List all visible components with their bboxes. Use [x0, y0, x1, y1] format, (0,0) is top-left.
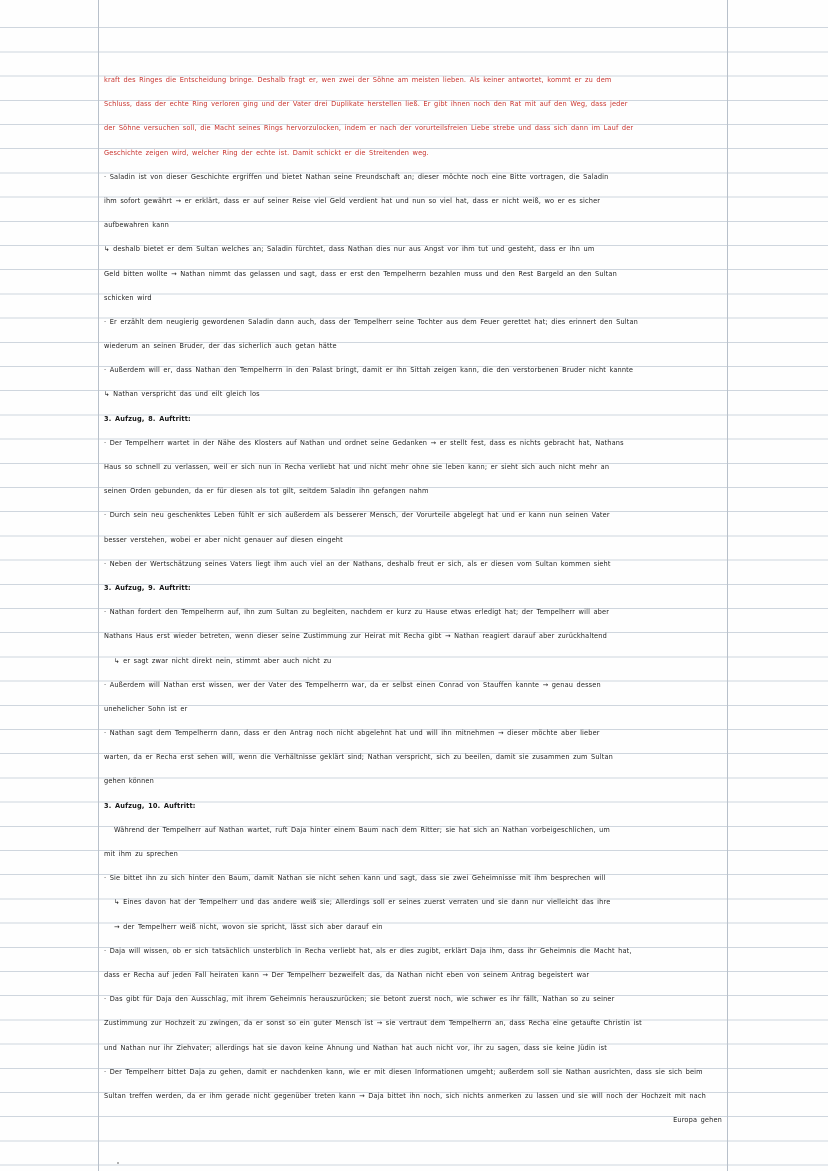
note-line: Europa gehen: [673, 1116, 722, 1125]
section-heading: 3. Aufzug, 8. Auftritt:: [104, 414, 191, 423]
note-line: · Sie bittet ihn zu sich hinter den Baum, damit Nathan sie nicht sehen kann und sagt, dass sie zwei Geheimnisse mit ihm besprechen will: [104, 874, 606, 883]
section-heading: 3. Aufzug, 10. Auftritt:: [104, 801, 196, 810]
note-line: der Söhne versuchen soll, die Macht seines Rings hervorzulocken, indem er nach der vorurteilsfreien Liebe strebe und dass sich dann im Lauf der: [104, 124, 634, 133]
note-line: ↳ Nathan verspricht das und eilt gleich los: [104, 390, 260, 399]
note-line: schicken wird: [104, 293, 152, 302]
note-line: · Daja will wissen, ob er sich tatsächlich unsterblich in Recha verliebt hat, als er dies zugibt, erklärt Daja ihm, dass ihr Geheimnis die Macht hat,: [104, 946, 632, 955]
note-line: · Saladin ist von dieser Geschichte ergriffen und bietet Nathan seine Freundschaft an; dieser möchte noch eine Bitte vortragen, die Saladin: [104, 172, 609, 181]
note-line: ↳ deshalb bietet er dem Sultan welches an; Saladin fürchtet, dass Nathan dies nur aus Angst vor ihm tut und gesteht, dass er ihn um: [104, 245, 595, 254]
note-line: · Außerdem will Nathan erst wissen, wer der Vater des Tempelherrn war, da er selbst einen Conrad von Stauffen kannte → genau dessen: [104, 680, 601, 689]
note-line: · Der Tempelherr wartet in der Nähe des Klosters auf Nathan und ordnet seine Gedanken → er stellt fest, dass es nichts gebracht hat, Nathans: [104, 438, 624, 447]
note-line: ↳ er sagt zwar nicht direkt nein, stimmt aber auch nicht zu: [114, 656, 332, 665]
note-line: seinen Orden gebunden, da er für diesen als tot gilt, seitdem Saladin ihn gefangen nahm: [104, 487, 429, 496]
note-line: aufbewahren kann: [104, 221, 169, 230]
note-line: → der Tempelherr weiß nicht, wovon sie spricht, lässt sich aber darauf ein: [114, 922, 383, 931]
note-line: Haus so schnell zu verlassen, weil er sich nun in Recha verliebt hat und nicht mehr ohne sie leben kann; er sieht sich auch nicht mehr an: [104, 463, 610, 471]
note-line: Sultan treffen werden, da er ihm gerade nicht gegenüber treten kann → Daja bittet ihn noch, sich nichts anmerken zu lassen und sie will noch der Hochzeit mit nach: [104, 1091, 706, 1100]
note-line: Während der Tempelherr auf Nathan wartet, ruft Daja hinter einem Baum nach dem Ritter; sie hat sich an Nathan vorbeigeschlichen, um: [114, 825, 610, 834]
note-line: ihm sofort gewährt → er erklärt, dass er auf seiner Reise viel Geld verdient hat und nun so viel hat, dass er nicht weiß, wo er es sicher: [104, 196, 601, 205]
note-line: · Neben der Wertschätzung seines Vaters liegt ihm auch viel an der Nathans, deshalb freut er sich, als er diesen vom Sultan kommen sieht: [104, 559, 611, 568]
note-line: · Durch sein neu geschenktes Leben fühlt er sich außerdem als besserer Mensch, der Vorurteile abgelegt hat und er kann nun seinen Vater: [104, 511, 610, 520]
note-line: Zustimmung zur Hochzeit zu zwingen, da er sonst so ein guter Mensch ist → sie vertraut dem Tempelherrn an, dass Recha eine getaufte Christin ist: [104, 1019, 642, 1028]
note-line: Schluss, dass der echte Ring verloren ging und der Vater drei Duplikate herstellen ließ. Er gibt ihnen noch den Rat mit auf den Weg, dass jeder: [104, 100, 628, 109]
left-margin-line: [98, 0, 99, 1171]
section-heading: 3. Aufzug, 9. Auftritt:: [104, 583, 191, 592]
note-line: kraft des Ringes die Entscheidung bringe. Deshalb fragt er, wen zwei der Söhne am meisten lieben. Als keiner antwortet, kommt er zu dem: [104, 76, 612, 84]
note-line: ↳ Eines davon hat der Tempelherr und das andere weiß sie; Allerdings soll er seines zuerst verraten und sie dann nur vielleicht das ihre: [114, 898, 611, 907]
note-line: dass er Recha auf jeden Fall heiraten kann → Der Tempelherr bezweifelt das, da Nathan nicht eben von seinem Antrag begeistert war: [104, 970, 590, 979]
note-line: warten, da er Recha erst sehen will, wenn die Verhältnisse geklärt sind; Nathan verspricht, sich zu beeilen, damit sie zusammen zum Sultan: [104, 753, 613, 762]
note-line: Geschichte zeigen wird, welcher Ring der echte ist. Damit schickt er die Streitenden weg.: [104, 148, 429, 157]
note-line: unehelicher Sohn ist er: [104, 704, 188, 713]
note-line: · Der Tempelherr bittet Daja zu gehen, damit er nachdenken kann, wie er mit diesen Informationen umgeht; außerdem soll sie Nathan ausrichten, dass sie sich beim: [104, 1067, 703, 1076]
note-line: wiederum an seinen Bruder, der das sicherlich auch getan hätte: [104, 342, 337, 351]
note-line: gehen können: [104, 777, 154, 786]
note-line: Nathans Haus erst wieder betreten, wenn dieser seine Zustimmung zur Heirat mit Recha gibt → Nathan reagiert darauf aber zurückhaltend: [104, 632, 607, 641]
note-line: · Er erzählt dem neugierig gewordenen Saladin dann auch, dass der Tempelherr seine Tochter aus dem Feuer gerettet hat; dies erinnert den Sultan: [104, 317, 639, 326]
note-line: · Außerdem will er, dass Nathan den Tempelherrn in den Palast bringt, damit er ihn Sittah zeigen kann, die den verstorbenen Bruder nicht kannte: [104, 366, 634, 375]
note-line: · Das gibt für Daja den Ausschlag, mit ihrem Geheimnis herauszurücken; sie betont zuerst noch, wie schwer es ihr fällt, Nathan so zu seiner: [104, 995, 615, 1004]
note-line: · Nathan sagt dem Tempelherrn dann, dass er den Antrag noch nicht abgelehnt hat und will ihn mitnehmen → dieser möchte aber lieber: [104, 729, 600, 738]
page-speck: [117, 1162, 119, 1164]
note-line: Geld bitten wollte → Nathan nimmt das gelassen und sagt, dass er erst den Tempelherrn bezahlen muss und den Rest Bargeld an den Sultan: [104, 269, 617, 278]
handwritten-notes: [104, 68, 724, 1132]
note-line: besser verstehen, wobei er aber nicht genauer auf diesen eingeht: [104, 535, 343, 544]
note-line: mit ihm zu sprechen: [104, 850, 178, 858]
note-line: · Nathan fordert den Tempelherrn auf, ihn zum Sultan zu begleiten, nachdem er kurz zu Hause etwas erledigt hat; der Tempelherr will aber: [104, 608, 610, 617]
note-line: und Nathan nur ihr Ziehvater; allerdings hat sie davon keine Ahnung und Nathan hat auch nicht vor, ihr zu sagen, dass sie keine Jüdin ist: [104, 1043, 607, 1052]
right-margin-line: [727, 0, 728, 1171]
